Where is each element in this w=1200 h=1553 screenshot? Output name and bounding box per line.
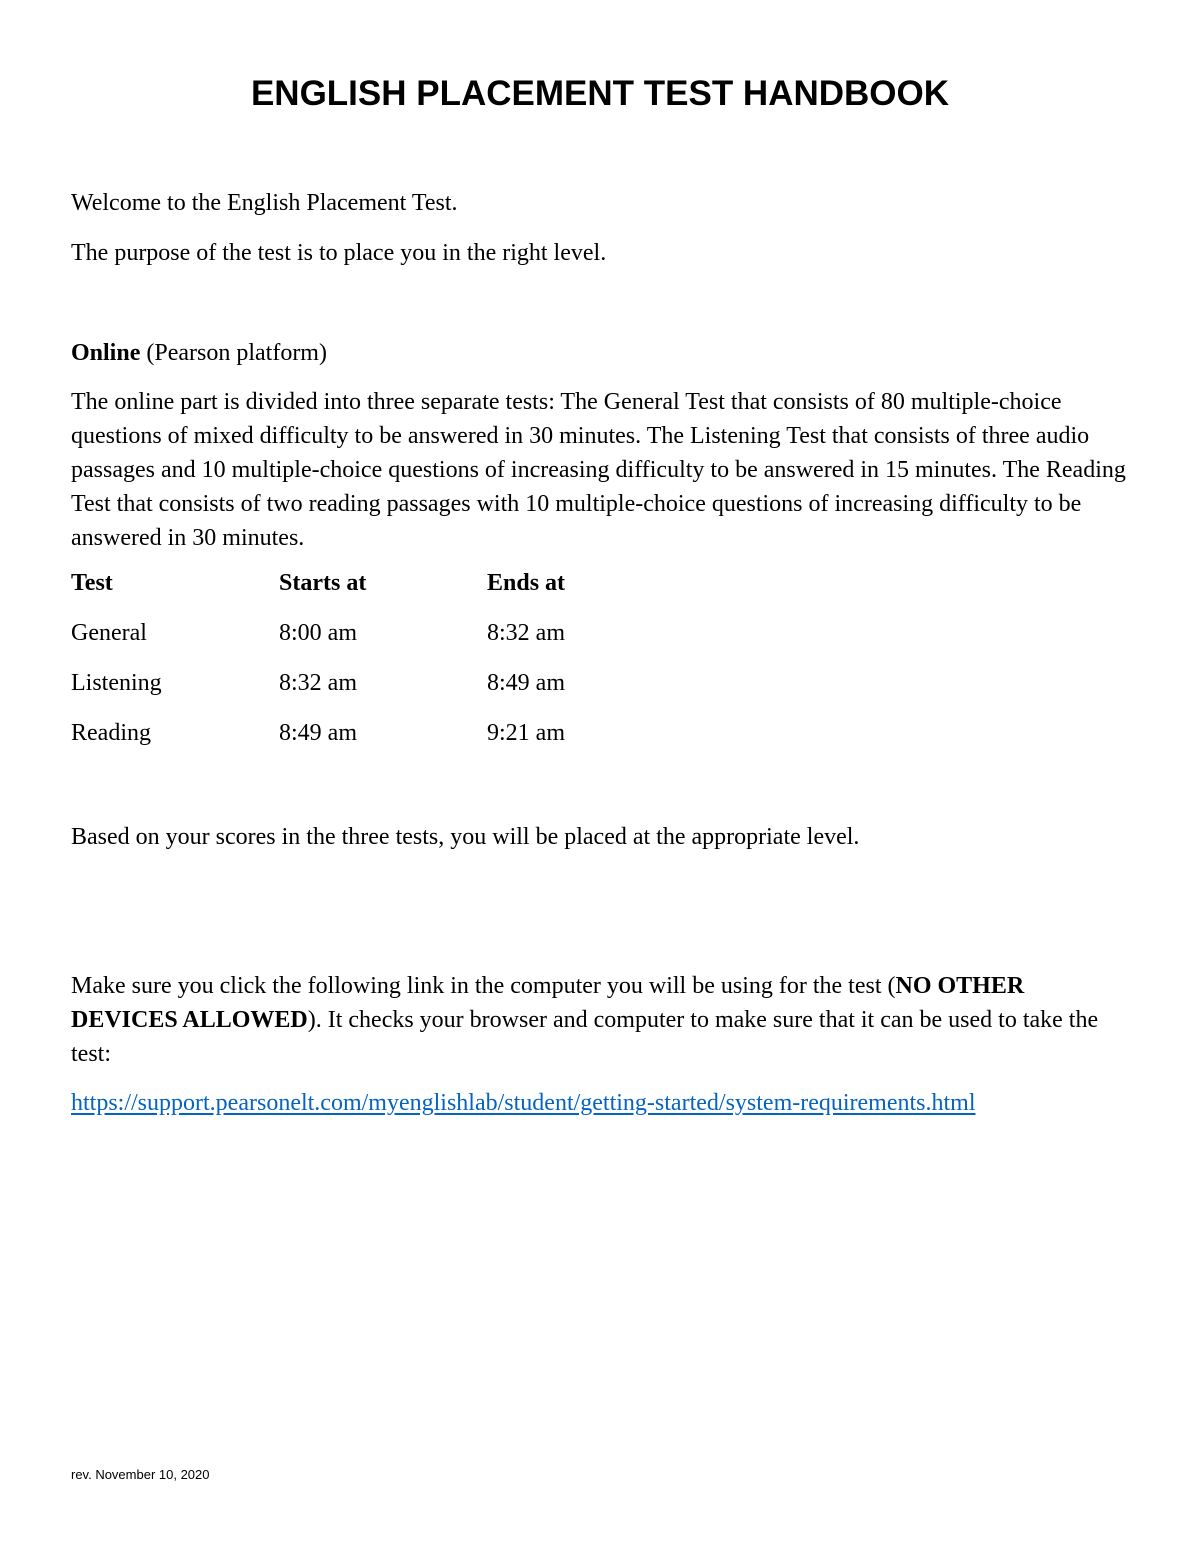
schedule-cell-start: 8:00 am — [279, 620, 357, 646]
system-requirements-paragraph — [71, 1086, 1136, 1120]
schedule-cell-test: Reading — [71, 720, 151, 746]
online-section-heading — [71, 336, 1136, 370]
table-row — [71, 716, 687, 766]
no-other-devices-warning: NO OTHER DEVICES ALLOWED — [71, 973, 1025, 1033]
online-description: The online part is divided into three separate tests: The General Test that consists of 80 multiple-choice questions of mixed difficulty to be answered in 30 minutes. The Listening Test that consists of three audio passages and 10 multiple-choice questions of increasing difficulty to be answered in 15 minutes. The Reading Test that consists of two reading passages with 10 multiple-choice questions of increasing difficulty to be answered in 30 minutes. — [71, 389, 1126, 551]
online-heading-bold: Online — [71, 340, 141, 366]
system-requirements-link[interactable]: https://support.pearsonelt.com/myenglishlab/student/getting-started/system-requirements.html — [71, 1090, 976, 1116]
schedule-table — [71, 566, 687, 766]
schedule-header-starts: Starts at — [279, 570, 367, 596]
schedule-header-row — [71, 566, 687, 616]
instructions-part2: ). It checks your browser and computer to make sure that it can be used to take the test: — [71, 1007, 1099, 1067]
welcome-text: Welcome to the English Placement Test. — [71, 190, 458, 216]
schedule-cell-end: 8:32 am — [487, 620, 565, 646]
document-title: ENGLISH PLACEMENT TEST HANDBOOK — [250, 74, 950, 113]
online-heading-platform: (Pearson platform) — [140, 340, 327, 366]
schedule-cell-test: General — [71, 620, 147, 646]
schedule-cell-end: 9:21 am — [487, 720, 565, 746]
purpose-text: The purpose of the test is to place you in the right level. — [71, 240, 607, 266]
schedule-cell-end: 8:49 am — [487, 670, 565, 696]
table-row — [71, 616, 687, 666]
instructions-text — [71, 969, 1136, 1071]
placement-note: Based on your scores in the three tests, you will be placed at the appropriate level. — [71, 824, 860, 850]
schedule-cell-test: Listening — [71, 670, 162, 696]
schedule-header-test: Test — [71, 570, 113, 596]
schedule-header-ends: Ends at — [487, 570, 566, 596]
schedule-cell-start: 8:32 am — [279, 670, 357, 696]
table-row — [71, 666, 687, 716]
revision-footer: rev. November 10, 2020 — [71, 1467, 210, 1482]
instructions-part1: Make sure you click the following link in the computer you will be using for the test ( — [71, 973, 896, 999]
schedule-cell-start: 8:49 am — [279, 720, 357, 746]
